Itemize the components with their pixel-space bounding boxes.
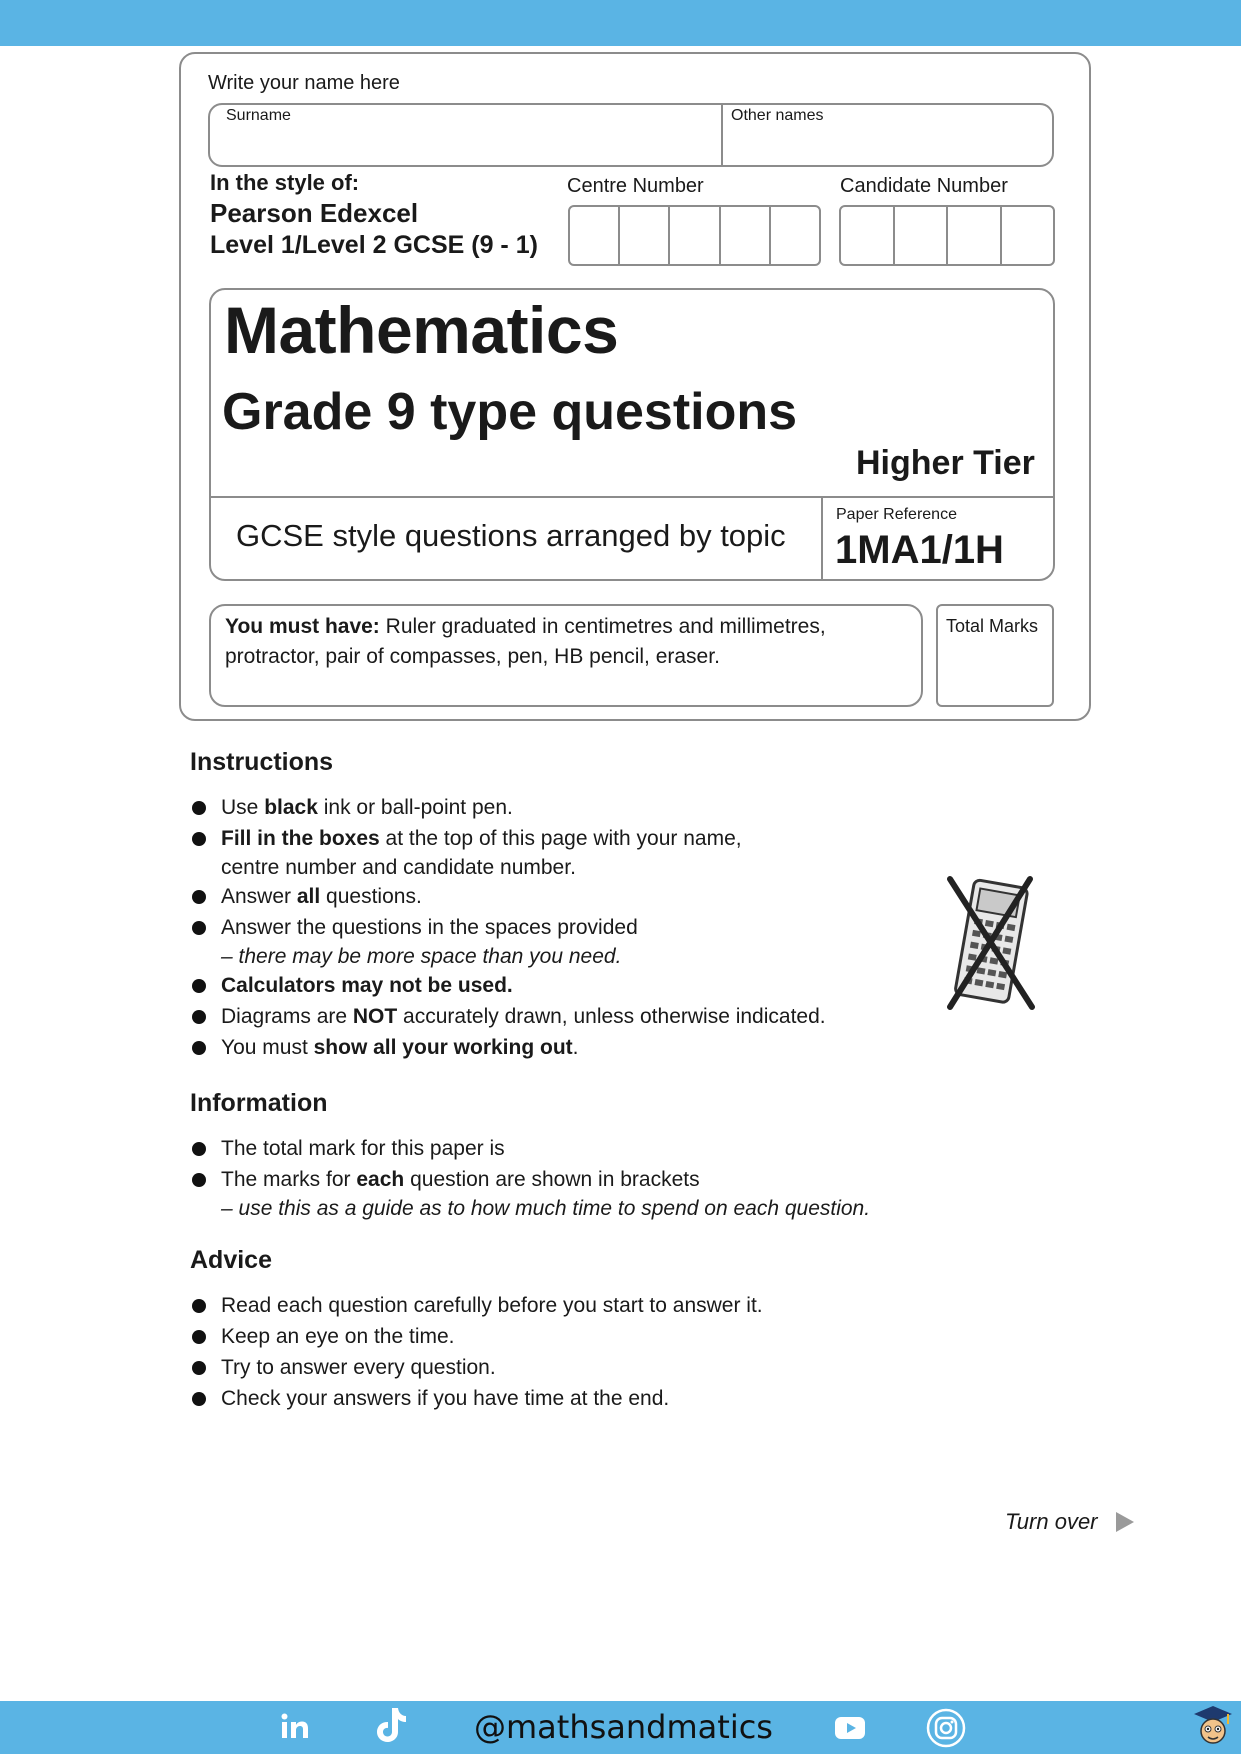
digit-cell[interactable] <box>895 207 949 264</box>
item-text: Answer <box>221 885 297 908</box>
must-have-text <box>225 612 905 672</box>
item-text: accurately drawn, unless otherwise indicated. <box>397 1005 826 1028</box>
name-divider <box>721 105 723 165</box>
tier-label: Higher Tier <box>856 444 1035 482</box>
advice-heading: Advice <box>190 1246 272 1274</box>
no-calculator-icon <box>944 875 1036 1016</box>
paper-reference-label: Paper Reference <box>836 506 957 523</box>
item-note: – there may be more space than you need. <box>221 945 622 968</box>
list-item <box>190 1133 1090 1164</box>
item-text: . <box>572 1036 579 1059</box>
list-item <box>190 1001 950 1032</box>
turn-over-text: Turn over <box>1005 1509 1098 1534</box>
bullet-icon <box>192 921 206 935</box>
item-continuation: centre number and candidate number. <box>221 856 576 879</box>
top-accent-bar <box>0 0 1241 46</box>
bullet-icon <box>192 890 206 904</box>
item-emphasis: NOT <box>352 1005 398 1028</box>
bullet-icon <box>192 1392 206 1406</box>
list-item <box>190 881 950 912</box>
digit-cell[interactable] <box>670 207 720 264</box>
paper-title: Grade 9 type questions <box>222 383 798 441</box>
list-item <box>190 1032 950 1063</box>
bullet-icon <box>192 1041 206 1055</box>
bullet-icon <box>192 1299 206 1313</box>
youtube-icon[interactable] <box>834 1716 866 1745</box>
total-marks-label: Total Marks <box>946 616 1039 636</box>
list-item <box>190 823 950 881</box>
digit-cell[interactable] <box>721 207 771 264</box>
item-emphasis: all <box>296 885 321 908</box>
surname-label: Surname <box>226 107 291 124</box>
item-text: question are shown in brackets <box>404 1168 700 1191</box>
list-item <box>190 970 950 1001</box>
item-text: Use <box>221 796 265 819</box>
list-item <box>190 792 950 823</box>
list-item <box>190 1352 1090 1383</box>
item-text: Check your answers if you have time at the end. <box>221 1387 670 1410</box>
list-item <box>190 1290 1090 1321</box>
instagram-icon[interactable] <box>926 1708 966 1753</box>
list-item <box>190 1383 1090 1414</box>
must-have-items: Ruler graduated in centimetres and millimetres, protractor, pair of compasses, pen, HB pencil, eraser. <box>225 615 826 668</box>
centre-number-label: Centre Number <box>567 175 704 197</box>
title-divider <box>211 496 1053 498</box>
item-text: Keep an eye on the time. <box>221 1325 455 1348</box>
bullet-icon <box>192 979 206 993</box>
item-text: You must <box>221 1036 314 1059</box>
item-emphasis: show all your working out <box>313 1036 573 1059</box>
list-item <box>190 912 950 970</box>
digit-cell[interactable] <box>620 207 670 264</box>
must-have-label: You must have: <box>225 615 380 638</box>
item-text: Read each question carefully before you start to answer it. <box>221 1294 763 1317</box>
item-text: at the top of this page with your name, <box>379 827 742 850</box>
item-text: ink or ball-point pen. <box>317 796 513 819</box>
item-text: Answer the questions in the spaces provided <box>221 916 638 939</box>
item-note: – use this as a guide as to how much time to spend on each question. <box>221 1197 871 1220</box>
bullet-icon <box>192 801 206 815</box>
style-of-label: In the style of: <box>210 170 360 195</box>
instructions-list <box>190 792 950 1063</box>
item-emphasis: black <box>264 796 318 819</box>
name-box[interactable] <box>208 103 1054 167</box>
item-emphasis: Calculators may not be used. <box>221 974 513 997</box>
digit-cell[interactable] <box>841 207 895 264</box>
qualification-level: Level 1/Level 2 GCSE (9 - 1) <box>210 231 538 259</box>
digit-cell[interactable] <box>570 207 620 264</box>
list-item <box>190 1164 1090 1222</box>
paper-reference-code: 1MA1/1H <box>835 528 1004 572</box>
mascot-logo <box>1192 1704 1234 1755</box>
subject-title: Mathematics <box>224 293 619 367</box>
item-text: Diagrams are <box>221 1005 353 1028</box>
item-text: questions. <box>320 885 422 908</box>
list-item <box>190 1321 1090 1352</box>
bullet-icon <box>192 1330 206 1344</box>
bullet-icon <box>192 1361 206 1375</box>
tiktok-icon[interactable] <box>374 1706 408 1749</box>
bullet-icon <box>192 832 206 846</box>
turn-over-arrow-icon <box>1116 1512 1134 1537</box>
instructions-heading: Instructions <box>190 748 334 776</box>
item-text: The marks for <box>221 1168 357 1191</box>
item-emphasis: each <box>356 1168 405 1191</box>
bullet-icon <box>192 1173 206 1187</box>
bullet-icon <box>192 1010 206 1024</box>
information-list <box>190 1133 1090 1222</box>
information-heading: Information <box>190 1089 328 1117</box>
centre-number-boxes[interactable] <box>568 205 821 266</box>
exam-board: Pearson Edexcel <box>210 198 419 228</box>
item-emphasis: Fill in the boxes <box>221 827 380 850</box>
item-text: The total mark for this paper is <box>221 1137 505 1160</box>
candidate-number-boxes[interactable] <box>839 205 1055 266</box>
name-prompt: Write your name here <box>208 72 400 94</box>
digit-cell[interactable] <box>948 207 1002 264</box>
digit-cell[interactable] <box>1002 207 1054 264</box>
bullet-icon <box>192 1142 206 1156</box>
topic-line: GCSE style questions arranged by topic <box>236 518 786 553</box>
digit-cell[interactable] <box>771 207 819 264</box>
other-names-label: Other names <box>731 107 824 124</box>
linkedin-icon[interactable] <box>280 1711 310 1746</box>
candidate-number-label: Candidate Number <box>840 175 1008 197</box>
social-handle[interactable]: @mathsandmatics <box>474 1708 773 1746</box>
advice-list <box>190 1290 1090 1414</box>
item-text: Try to answer every question. <box>221 1356 496 1379</box>
reference-divider <box>821 496 823 579</box>
